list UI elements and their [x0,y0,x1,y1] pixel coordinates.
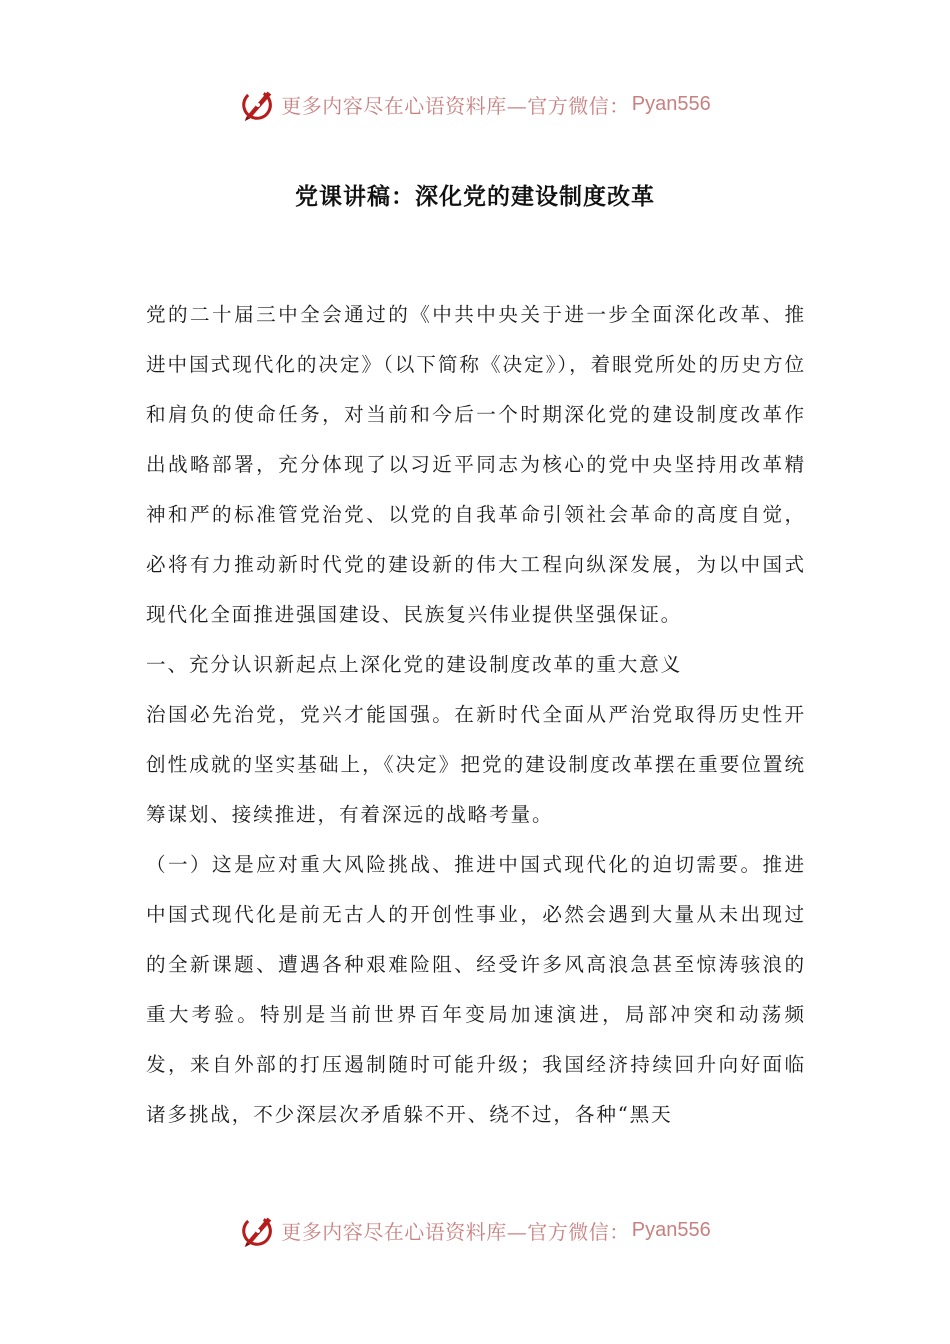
paragraph-section-1-intro: 治国必先治党，党兴才能国强。在新时代全面从严治党取得历史性开创性成就的坚实基础上，《决定》把党的建设制度改革摆在重要位置统筹谋划、接续推进，有着深远的战略考量。 [146,703,806,826]
banner-wechat-id: Pyan556 [631,92,711,115]
banner-text: 更多内容尽在心语资料库—官方微信： [281,93,630,118]
banner-wechat-id: Pyan556 [631,1218,711,1241]
pen-logo-icon [239,85,277,123]
document-title: 党课讲稿：深化党的建设制度改革 [295,184,655,210]
pen-logo-icon [239,1211,277,1249]
paragraph-subsection-1: （一）这是应对重大风险挑战、推进中国式现代化的迫切需要。推进中国式现代化是前无古人的开创性事业，必然会遇到大量从未出现过的全新课题、遭遇各种艰难险阻、经受许多风高浪急甚至惊涛骇浪的重大考验。特别是当前世界百年变局加速演进，局部冲突和动荡频发，来自外部的打压遏制随时可能升级；我国经济持续回升向好面临诸多挑战，不少深层次矛盾躲不开、绕不过，各种“黑天 [146,853,806,1126]
footer-banner [0,1208,950,1252]
section-heading-1: 一、充分认识新起点上深化党的建设制度改革的重大意义 [146,653,683,676]
paragraph-intro: 党的二十届三中全会通过的《中共中央关于进一步全面深化改革、推进中国式现代化的决定》（以下简称《决定》），着眼党所处的历史方位和肩负的使命任务，对当前和今后一个时期深化党的建设制度改革作出战略部署，充分体现了以习近平同志为核心的党中央坚持用改革精神和严的标准管党治党、以党的自我革命引领社会革命的高度自觉，必将有力推动新时代党的建设新的伟大工程向纵深发展，为以中国式现代化全面推进强国建设、民族复兴伟业提供坚强保证。 [146,303,806,626]
header-banner [0,82,950,126]
banner-text: 更多内容尽在心语资料库—官方微信： [281,1219,630,1244]
document-body [146,290,806,1140]
